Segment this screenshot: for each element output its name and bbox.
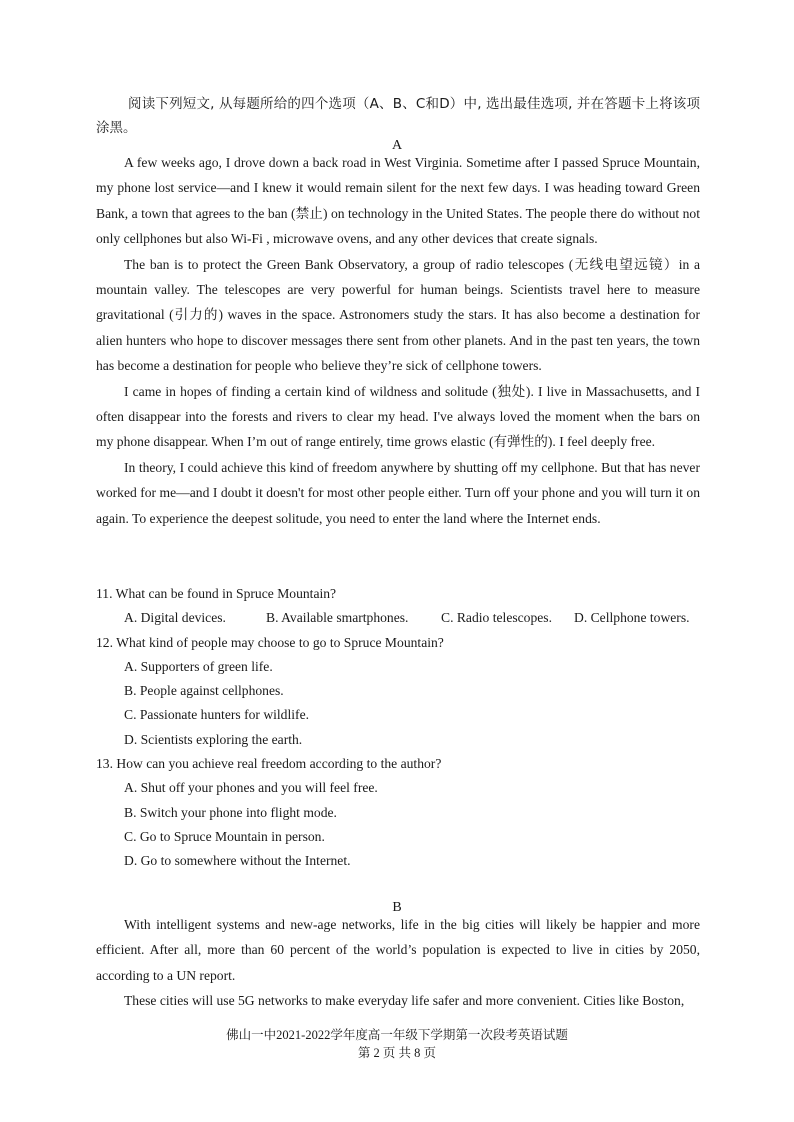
passage-a-paragraph-2: The ban is to protect the Green Bank Observatory, a group of radio telescopes (无线电望远镜）in a mountain valley. The telescopes are very powerful for human beings. Scientists travel here to measure gravitational (引力的) waves in the space. Astronomers study the stars. It has also become a destination for alien hunters who hope to discover messages there sent from other planets. And in the past ten years, the town has become a destination for people who believe they’re sick of cellphone towers. bbox=[96, 256, 700, 374]
passage-a-paragraph-3: I came in hopes of finding a certain kind of wildness and solitude (独处). I live in Massachusetts, and I often disappear into the forests and rivers to clear my head. I've always loved the moment when the bars on my phone disappear. When I’m out of range entirely, time grows elastic (有弹性的). I feel deeply free. bbox=[96, 383, 700, 450]
passage-b bbox=[96, 912, 700, 1014]
question-13-option-d: D. Go to somewhere without the Internet. bbox=[124, 853, 351, 869]
passage-a-paragraph-4: In theory, I could achieve this kind of freedom anywhere by shutting off my cellphone. But that has never worked for me—and I doubt it doesn't for most other people either. Turn off your phone and you will turn it on again. To experience the deepest solitude, you need to enter the land where the Internet ends. bbox=[96, 459, 700, 526]
question-12-option-b: B. People against cellphones. bbox=[124, 683, 284, 699]
question-11-option-d: D. Cellphone towers. bbox=[574, 610, 690, 626]
question-11-option-c: C. Radio telescopes. bbox=[441, 610, 552, 626]
question-13-option-a: A. Shut off your phones and you will feel free. bbox=[124, 780, 378, 796]
question-13: 13. How can you achieve real freedom according to the author? bbox=[96, 756, 442, 772]
section-a-label: A bbox=[391, 138, 403, 153]
section-b-label: B bbox=[392, 900, 402, 915]
passage-b-paragraph-2: These cities will use 5G networks to make everyday life safer and more convenient. Cities like Boston, bbox=[124, 993, 685, 1009]
passage-a-paragraph-1: A few weeks ago, I drove down a back road in West Virginia. Sometime after I passed Spruce Mountain, my phone lost service—and I knew it would remain silent for the next few days. I was heading toward Green Bank, a town that agrees to the ban (禁止) on technology in the United States. The people there do without not only cellphones but also Wi-Fi , microwave ovens, and any other devices that create signals. bbox=[96, 155, 700, 247]
passage-b-paragraph-1: With intelligent systems and new-age networks, life in the big cities will likely be happier and more efficient. After all, more than 60 percent of the world’s population is expected to live in cities by 2050, according to a UN report. bbox=[96, 917, 700, 983]
footer-page-number: 第 2 页 共 8 页 bbox=[357, 1046, 437, 1060]
question-11-option-b: B. Available smartphones. bbox=[266, 610, 409, 626]
question-11-options bbox=[124, 606, 716, 630]
footer-title: 佛山一中2021-2022学年度高一年级下学期第一次段考英语试题 bbox=[226, 1028, 568, 1042]
passage-a bbox=[96, 150, 700, 531]
question-list bbox=[96, 582, 716, 874]
reading-instruction: 阅读下列短文, 从每题所给的四个选项（A、B、C和D）中, 选出最佳选项, 并在答题卡上将该项涂黑。 bbox=[96, 96, 700, 136]
question-12: 12. What kind of people may choose to go to Spruce Mountain? bbox=[96, 634, 444, 650]
question-11: 11. What can be found in Spruce Mountain? bbox=[96, 586, 337, 601]
question-12-option-c: C. Passionate hunters for wildlife. bbox=[124, 707, 309, 723]
question-11-option-a: A. Digital devices. bbox=[124, 610, 226, 626]
question-13-option-b: B. Switch your phone into flight mode. bbox=[124, 804, 337, 820]
question-12-option-a: A. Supporters of green life. bbox=[124, 658, 273, 674]
question-12-option-d: D. Scientists exploring the earth. bbox=[124, 731, 303, 747]
question-13-option-c: C. Go to Spruce Mountain in person. bbox=[124, 828, 325, 844]
